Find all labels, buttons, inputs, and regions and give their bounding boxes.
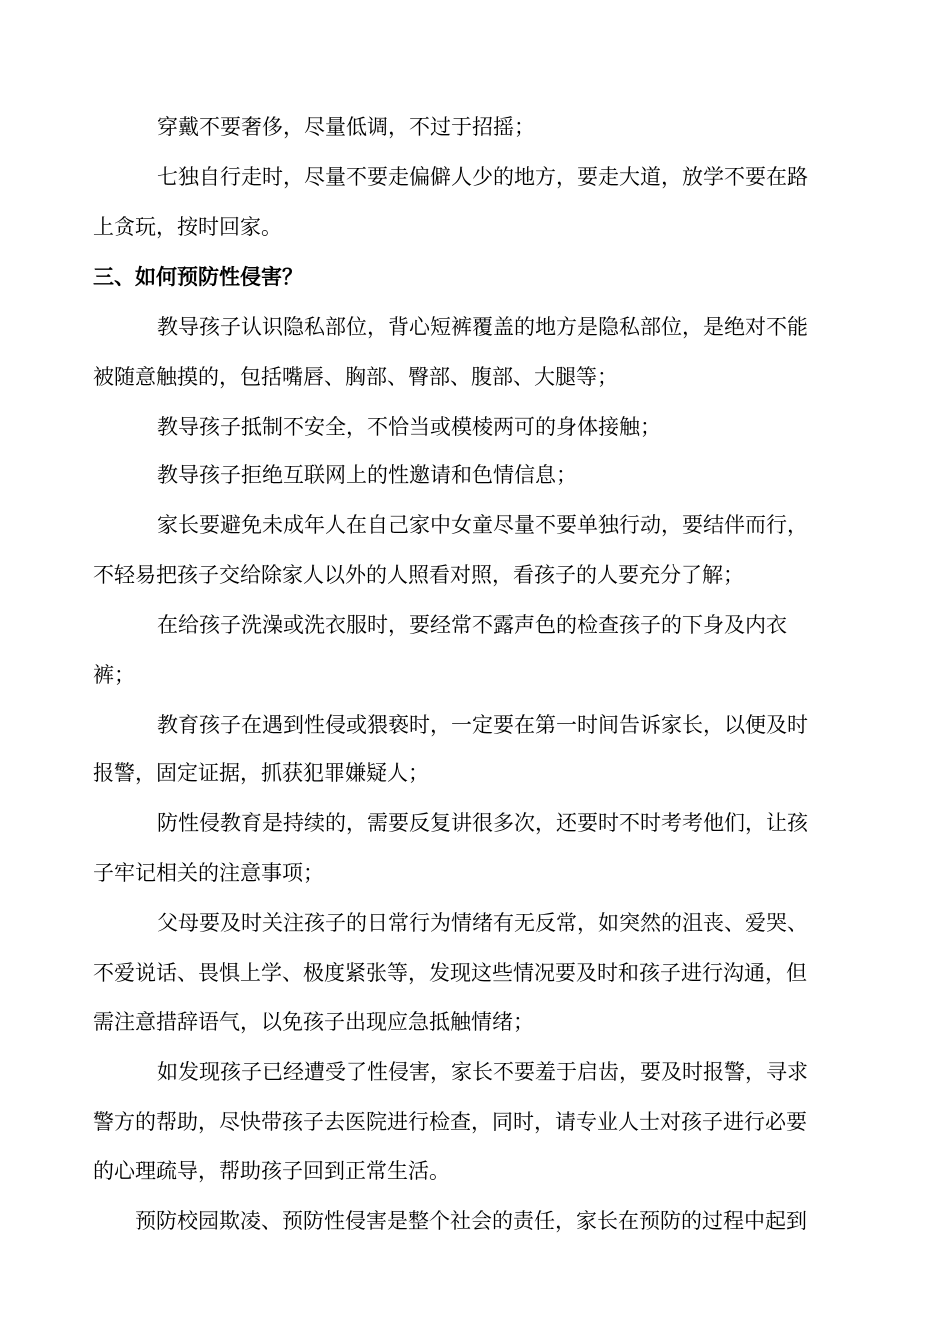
text-line: 警方的帮助，尽快带孩子去医院进行检查，同时，请专业人士对孩子进行必要 [93,1110,807,1134]
text-line: 教导孩子认识隐私部位，背心短裤覆盖的地方是隐私部位，是绝对不能 [157,315,808,339]
text-line: 需注意措辞语气，以免孩子出现应急抵触情绪； [93,1010,534,1034]
text-line: 穿戴不要奢侈，尽量低调，不过于招摇； [157,115,535,139]
text-line: 裤； [93,663,135,687]
section-heading: 三、如何预防性侵害？ [93,265,303,289]
text-line: 不爱说话、畏惧上学、极度紧张等，发现这些情况要及时和孩子进行沟通，但 [93,961,807,985]
text-line: 的心理疏导，帮助孩子回到正常生活。 [93,1159,450,1183]
text-line: 被随意触摸的，包括嘴唇、胸部、臀部、腹部、大腿等； [93,365,618,389]
text-line: 如发现孩子已经遭受了性侵害，家长不要羞于启齿，要及时报警，寻求 [157,1060,808,1084]
text-line: 防性侵教育是持续的，需要反复讲很多次，还要时不时考考他们，让孩 [157,811,808,835]
text-line: 教导孩子拒绝互联网上的性邀请和色情信息； [157,463,577,487]
text-line: 报警，固定证据，抓获犯罪嫌疑人； [93,761,429,785]
text-line: 子牢记相关的注意事项； [93,861,324,885]
text-line: 父母要及时关注孩子的日常行为情绪有无反常，如突然的沮丧、爱哭、 [157,911,808,935]
text-line: 在给孩子洗澡或洗衣服时，要经常不露声色的检查孩子的下身及内衣 [157,613,787,637]
text-line: 教导孩子抵制不安全，不恰当或模棱两可的身体接触； [157,415,661,439]
text-line: 教育孩子在遇到性侵或猥亵时，一定要在第一时间告诉家长，以便及时 [157,713,808,737]
text-line: 预防校园欺凌、预防性侵害是整个社会的责任，家长在预防的过程中起到 [135,1209,807,1233]
text-line: 不轻易把孩子交给除家人以外的人照看对照，看孩子的人要充分了解； [93,563,744,587]
text-line: 家长要避免未成年人在自己家中女童尽量不要单独行动，要结伴而行， [157,513,808,537]
text-line: 上贪玩，按时回家。 [93,215,282,239]
text-line: 七独自行走时，尽量不要走偏僻人少的地方，要走大道，放学不要在路 [157,165,808,189]
